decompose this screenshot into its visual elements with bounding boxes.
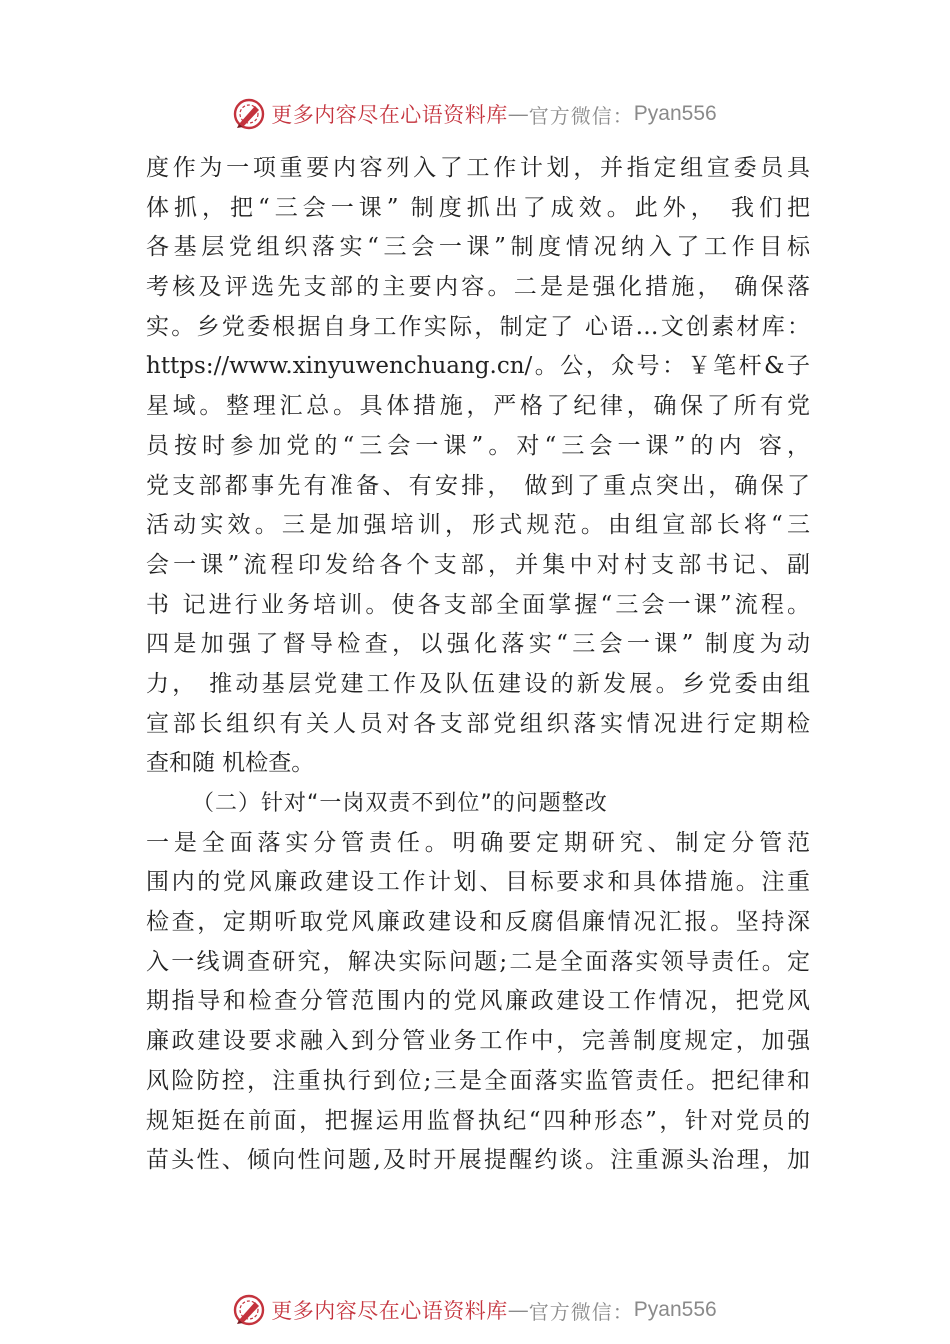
text-line: 活动实效。三是加强培训，形式规范。由组宣部长将“三 — [146, 512, 810, 539]
text-line: 一是全面落实分管责任。明确要定期研究、制定分管范 — [146, 829, 810, 856]
text-line: 规矩挺在前面，把握运用监督执纪“四种形态”，针对党员的 — [146, 1107, 810, 1134]
text-line: 体抓，把“三会一课” 制度抓出了成效。此外， 我们把 — [146, 194, 810, 221]
pen-logo-icon — [233, 1294, 265, 1326]
text-line: 度作为一项重要内容列入了工作计划，并指定组宣委员具 — [146, 155, 810, 181]
text-line: 宣部长组织有关人员对各支部党组织落实情况进行定期检 — [146, 710, 810, 737]
document-body — [146, 149, 810, 1181]
heading-line: （二）针对“一岗双责不到位”的问题整改 — [192, 791, 608, 816]
text-line: 四是加强了督导检查，以强化落实“三会一课” 制度为动 — [146, 631, 810, 658]
text-line: 书 记进行业务培训。使各支部全面掌握“三会一课”流程。 — [146, 591, 810, 618]
section-heading — [146, 784, 810, 824]
banner-wechat-id: Pyan556 — [633, 1298, 717, 1321]
pen-logo-icon — [233, 98, 265, 130]
banner-wechat-label: 官方微信： — [528, 1299, 634, 1324]
text-line: 力， 推动基层党建工作及队伍建设的新发展。乡党委由组 — [146, 670, 810, 697]
text-line: 期指导和检查分管范围内的党风廉政建设工作情况，把党风 — [146, 988, 810, 1015]
text-line: 查和随 机检查。 — [146, 750, 315, 777]
text-line: 入一线调查研究，解决实际问题;二是全面落实领导责任。定 — [146, 948, 810, 975]
text-line: 风险防控，注重执行到位;三是全面落实监管责任。把纪律和 — [146, 1067, 810, 1094]
text-line: 星域。整理汇总。具体措施，严格了纪律，确保了所有党 — [146, 393, 810, 420]
text-line: 各基层党组织落实“三会一课”制度情况纳入了工作目标 — [146, 234, 810, 261]
text-line: 实。乡党委根据自身工作实际，制定了 心语…文创素材库： — [146, 313, 810, 340]
text-line: 考核及评选先支部的主要内容。二是是强化措施， 确保落 — [146, 274, 810, 301]
banner-wechat-id: Pyan556 — [633, 102, 717, 125]
text-line: 会一课”流程印发给各个支部，并集中对村支部书记、副 — [146, 551, 810, 578]
text-line: https://www.xinyuwenchuang.cn/。公，众号：￥笔杆&子 — [146, 353, 810, 380]
banner-separator: — — [507, 102, 529, 126]
banner-separator: — — [507, 1298, 529, 1322]
text-line: 党支部都事先有准备、有安排， 做到了重点突出，确保了 — [146, 472, 810, 499]
text-line: 苗头性、倾向性问题,及时开展提醒约谈。注重源头治理，加 — [146, 1147, 810, 1174]
banner-title: 更多内容尽在心语资料库 — [271, 103, 508, 127]
paragraph — [146, 824, 810, 1181]
paragraph — [146, 149, 810, 784]
text-line: 员按时参加党的“三会一课”。对“三会一课”的内 容， — [146, 432, 810, 459]
text-line: 围内的党风廉政建设工作计划、目标要求和具体措施。注重 — [146, 869, 810, 896]
footer-banner — [0, 1290, 950, 1330]
text-line: 廉政建设要求融入到分管业务工作中，完善制度规定，加强 — [146, 1028, 810, 1055]
header-banner — [0, 94, 950, 134]
banner-wechat-label: 官方微信： — [528, 103, 634, 128]
text-line: 检查，定期听取党风廉政建设和反腐倡廉情况汇报。坚持深 — [146, 909, 810, 936]
banner-title: 更多内容尽在心语资料库 — [271, 1299, 508, 1323]
